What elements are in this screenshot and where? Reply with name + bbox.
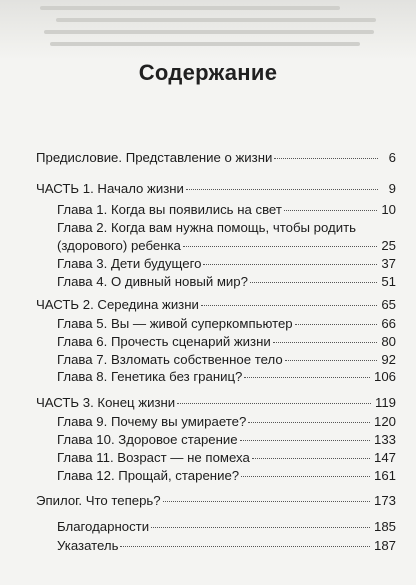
toc-entry-label: Предисловие. Представление о жизни [36,150,273,165]
toc-entry-page: 106 [373,369,396,384]
toc-entry-part2[interactable] [36,297,396,313]
dot-leader [273,342,378,343]
toc-entry-chapter-3[interactable] [57,256,396,272]
toc-entry-label: ЧАСТЬ 3. Конец жизни [36,395,176,410]
toc-entry-page: 92 [381,352,396,367]
toc-entry-chapter-7[interactable] [57,352,396,368]
dot-leader [151,527,370,528]
dot-leader [285,360,378,361]
toc-entry-label: Глава 9. Почему вы умираете? [57,414,247,429]
dot-leader [274,158,378,159]
toc-entry-label: Глава 6. Прочесть сценарий жизни [57,334,271,349]
dot-leader [250,282,377,283]
toc-entry-chapter-2[interactable] [57,220,396,236]
dot-leader [252,458,370,459]
dot-leader [284,210,377,211]
toc-entry-label: Глава 4. О дивный новый мир? [57,274,248,289]
page-title: Содержание [138,60,278,85]
toc-entry-page: 185 [373,519,396,534]
toc-entry-page: 66 [381,316,396,331]
toc-entry-page: 120 [373,414,396,429]
toc-entry-epilogue[interactable] [36,493,396,509]
toc-entry-label: Эпилог. Что теперь? [36,493,161,508]
toc-entry-label: Глава 8. Генетика без границ? [57,369,243,384]
toc-entry-chapter-8[interactable] [57,369,396,385]
toc-entry-label: Глава 10. Здоровое старение [57,432,238,447]
toc-entry-label: Глава 1. Когда вы появились на свет [57,202,282,217]
toc-entry-chapter-6[interactable] [57,334,396,350]
toc-entry-page: 173 [373,493,396,508]
toc-entry-page: 25 [381,238,396,253]
toc-entry-label: Глава 11. Возраст — не помеха [57,450,250,465]
toc-entry-page: 65 [381,297,396,312]
toc-entry-page: 161 [373,468,396,483]
toc-entry-label-cont: (здорового) ребенка [57,238,181,253]
toc-entry-label: Глава 2. Когда вам нужна помощь, чтобы родить [57,220,356,235]
toc-entry-page: 6 [388,150,396,165]
dot-leader [203,264,377,265]
toc-entry-part3[interactable] [36,395,396,411]
toc-entry-page: 51 [381,274,396,289]
toc-entry-chapter-5[interactable] [57,316,396,332]
toc-entry-chapter-1[interactable] [57,202,396,218]
toc-entry-chapter-10[interactable] [57,432,396,448]
dot-leader [183,246,377,247]
toc-entry-chapter-11[interactable] [57,450,396,466]
toc-entry-page: 133 [373,432,396,447]
dot-leader [177,403,371,404]
dot-leader [248,422,370,423]
toc-entry-page: 37 [381,256,396,271]
toc-entry-preface[interactable] [36,150,396,166]
toc-entry-acknowledgements[interactable] [57,519,396,535]
dot-leader [201,305,377,306]
toc-entry-label: Благодарности [57,519,150,534]
toc-entry-chapter-4[interactable] [57,274,396,290]
toc-entry-page: 119 [374,395,396,410]
toc-entry-label: ЧАСТЬ 2. Середина жизни [36,297,199,312]
toc-entry-label: Глава 3. Дети будущего [57,256,202,271]
toc-entry-label: Глава 5. Вы — живой суперкомпьютер [57,316,293,331]
toc-entry-label: Указатель [57,538,119,553]
dot-leader [163,501,370,502]
toc-entry-chapter-9[interactable] [57,414,396,430]
toc-entry-label: ЧАСТЬ 1. Начало жизни [36,181,184,196]
toc-entry-page: 147 [373,450,396,465]
toc-entry-page: 10 [381,202,396,217]
toc-entry-page: 9 [388,181,396,196]
dot-leader [186,189,378,190]
toc-entry-page: 187 [373,538,396,553]
toc-entry-label: Глава 7. Взломать собственное тело [57,352,283,367]
toc-entry-page: 80 [381,334,396,349]
toc-entry-label: Глава 12. Прощай, старение? [57,468,240,483]
toc-entry-chapter-12[interactable] [57,468,396,484]
dot-leader [120,546,370,547]
dot-leader [240,440,370,441]
dot-leader [295,324,378,325]
toc-entry-index[interactable] [57,538,396,554]
toc-entry-chapter-2-cont[interactable] [57,238,396,254]
dot-leader [244,377,370,378]
toc-entry-part1[interactable] [36,181,396,197]
dot-leader [241,476,370,477]
